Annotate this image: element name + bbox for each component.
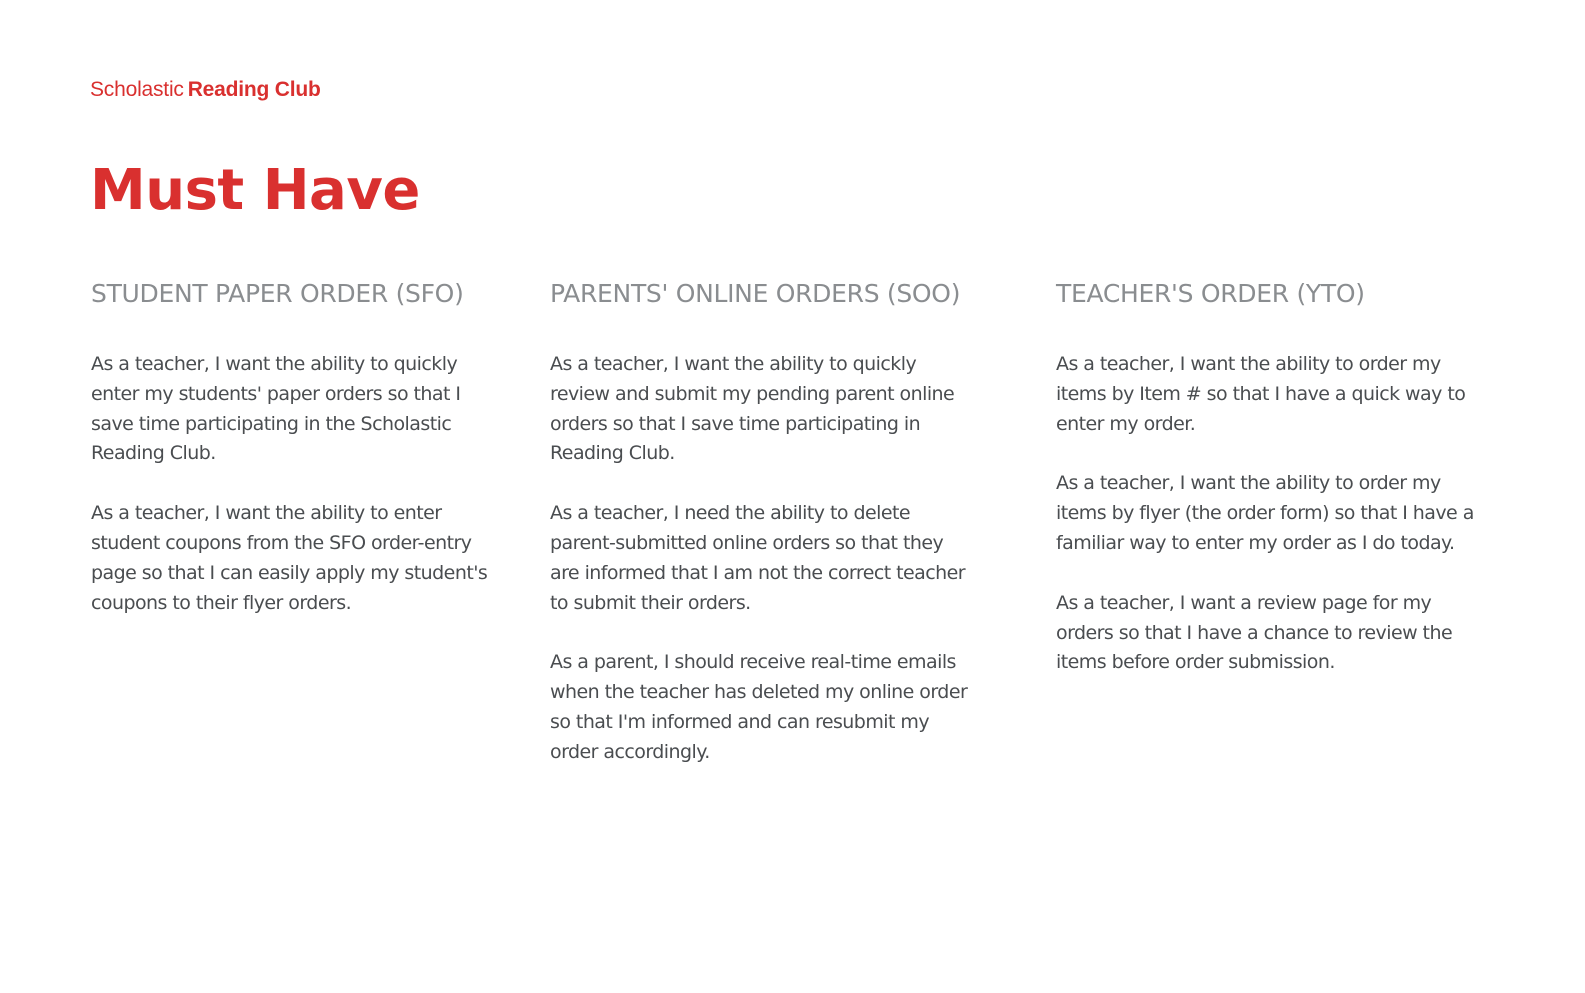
page-title: Must Have [90,158,420,223]
user-story: As a teacher, I want the ability to order my items by flyer (the order form) so that I have a familiar way to enter my order as I do today. [1056,472,1474,554]
column-heading: PARENTS' ONLINE ORDERS (SOO) [550,279,961,308]
brand-name-bold: Reading Club [187,78,321,101]
user-story: As a teacher, I want the ability to quickly enter my students' paper orders so that I save time participating in the Scholastic Reading Club. [91,353,461,465]
user-story: As a teacher, I want the ability to order my items by Item # so that I have a quick way to enter my order. [1056,353,1466,435]
user-story: As a teacher, I need the ability to delete parent-submitted online orders so that they are informed that I am not the correct teacher to submit their orders. [550,502,966,614]
column-student-paper-order [91,276,491,648]
column-heading: STUDENT PAPER ORDER (SFO) [91,279,464,308]
brand-name-light: Scholastic [90,78,184,101]
user-story: As a teacher, I want a review page for my orders so that I have a chance to review the items before order submission. [1056,591,1453,674]
brand-logo [90,78,321,102]
user-story: As a parent, I should receive real-time emails when the teacher has deleted my online order so that I'm informed and can resubmit my order accordingly. [550,651,968,763]
user-story: As a teacher, I want the ability to enter student coupons from the SFO order-entry page so that I can easily apply my student's coupons to their flyer orders. [91,502,488,614]
user-story: As a teacher, I want the ability to quickly review and submit my pending parent online orders so that I save time participating in Reading Club. [550,353,955,465]
column-heading: TEACHER'S ORDER (YTO) [1056,279,1365,308]
column-parents-online-orders [550,276,975,798]
column-teachers-order [1056,276,1486,708]
